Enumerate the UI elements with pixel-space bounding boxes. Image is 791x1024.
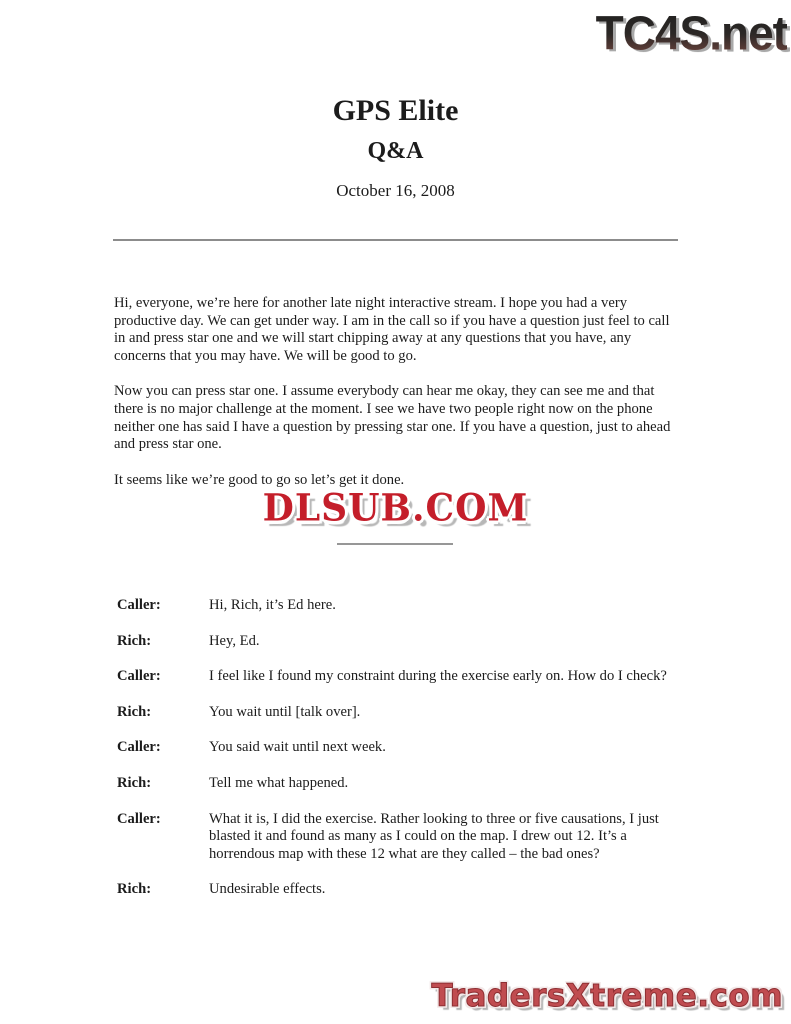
speaker-dialogue: I feel like I found my constraint during the exercise early on. How do I check? bbox=[209, 668, 667, 685]
document-subtitle: Q&A bbox=[367, 138, 424, 164]
speaker-label: Caller: bbox=[117, 668, 161, 685]
intro-paragraph-2: Now you can press star one. I assume everybody can hear me okay, they can see me and that there is no major challenge at the moment. I see we have two people right now on the phone neither one has said I have a question by pressing star one. If you have a question, just to ahead and press star one. bbox=[114, 383, 671, 453]
transcript-row bbox=[117, 881, 679, 899]
transcript-section bbox=[117, 597, 679, 917]
divider-rule-wide bbox=[113, 239, 678, 241]
speaker-label: Caller: bbox=[117, 810, 161, 827]
transcript-row bbox=[117, 668, 679, 686]
speaker-dialogue: Tell me what happened. bbox=[209, 774, 349, 791]
speaker-dialogue: You said wait until next week. bbox=[209, 739, 386, 756]
transcript-row bbox=[117, 633, 679, 651]
title-block bbox=[113, 94, 678, 201]
speaker-label: Rich: bbox=[117, 881, 152, 898]
speaker-label: Rich: bbox=[117, 632, 152, 649]
speaker-dialogue: Undesirable effects. bbox=[209, 881, 326, 898]
document-date: October 16, 2008 bbox=[336, 181, 455, 200]
speaker-label: Rich: bbox=[117, 703, 152, 720]
speaker-label: Rich: bbox=[117, 774, 152, 791]
speaker-dialogue: Hi, Rich, it’s Ed here. bbox=[209, 597, 336, 613]
speaker-label: Caller: bbox=[117, 597, 161, 613]
transcript-row bbox=[117, 811, 679, 864]
speaker-dialogue: Hey, Ed. bbox=[209, 632, 260, 649]
transcript-row bbox=[117, 775, 679, 793]
tc4s-site-logo[interactable]: TC4S.net bbox=[595, 5, 787, 61]
transcript-row bbox=[117, 597, 679, 615]
intro-paragraph-3: It seems like we’re good to go so let’s get it done. bbox=[114, 471, 405, 488]
transcript-row bbox=[117, 704, 679, 722]
dlsub-site-logo[interactable]: DLSUB.COM bbox=[262, 485, 529, 531]
speaker-dialogue: What it is, I did the exercise. Rather looking to three or five causations, I just blasted it and found as many as I could on the map. I drew out 12. It’s a horrendous map with these 12 what are they called – the bad ones? bbox=[209, 810, 659, 862]
document-title: GPS Elite bbox=[332, 94, 459, 127]
speaker-dialogue: You wait until [talk over]. bbox=[209, 703, 361, 720]
intro-paragraph-1: Hi, everyone, we’re here for another late night interactive stream. I hope you had a very productive day. We can get under way. I am in the call so if you have a question just feel to call in and press star one and we will start chipping away at any questions that you have, any concerns that you may have. We will be good to go. bbox=[114, 295, 670, 364]
divider-rule-short bbox=[337, 543, 453, 545]
transcript-row bbox=[117, 739, 679, 757]
speaker-label: Caller: bbox=[117, 739, 161, 756]
tradersxtreme-site-logo[interactable]: TradersXtreme.com bbox=[431, 978, 783, 1014]
intro-section bbox=[114, 295, 680, 507]
